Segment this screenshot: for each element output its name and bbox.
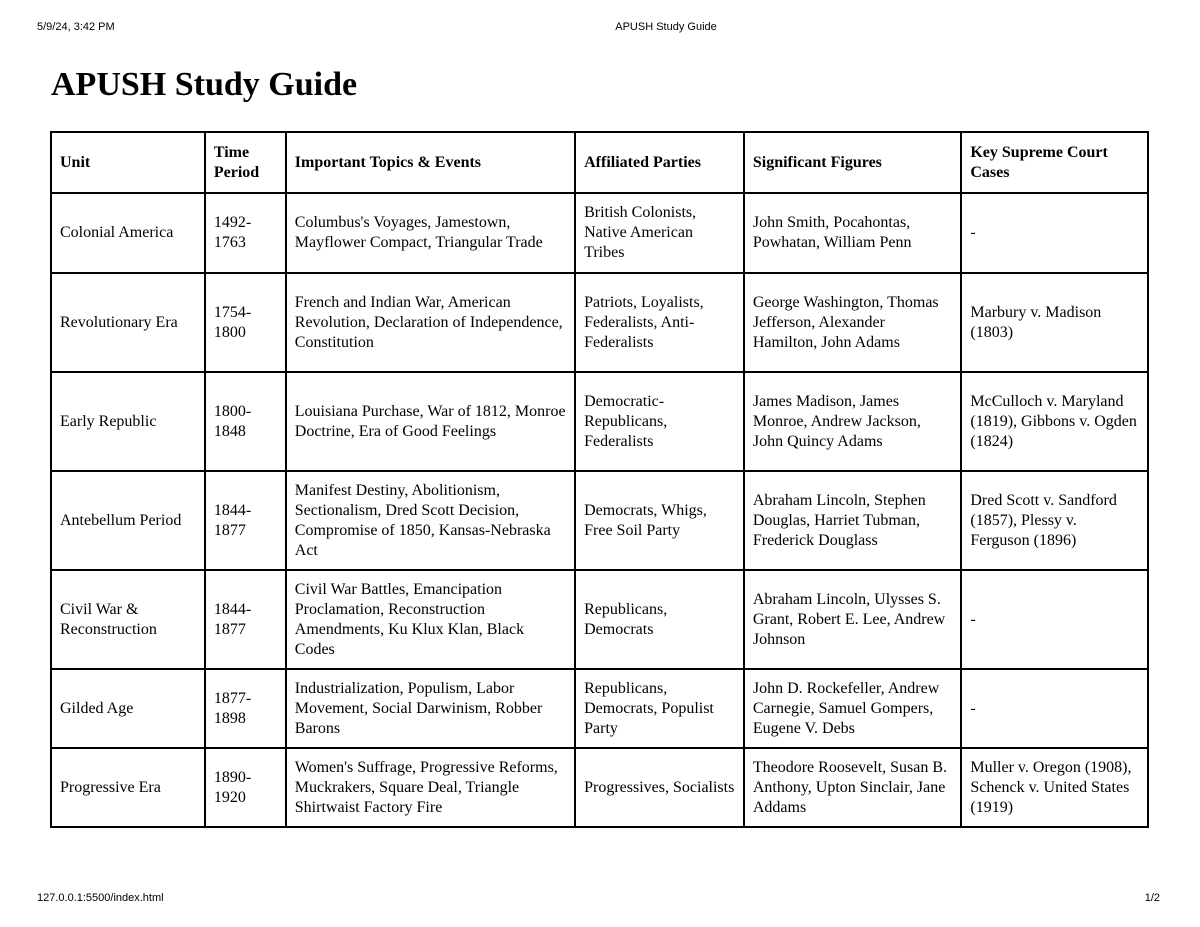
cell-affiliated-parties: Democrats, Whigs, Free Soil Party [575,471,744,570]
cell-topics-events: French and Indian War, American Revolution, Declaration of Independence, Constitution [286,273,575,372]
header-court-cases: Key Supreme Court Cases [961,132,1148,193]
cell-court-cases: McCulloch v. Maryland (1819), Gibbons v. Ogden (1824) [961,372,1148,471]
cell-topics-events: Columbus's Voyages, Jamestown, Mayflower Compact, Triangular Trade [286,193,575,273]
cell-topics-events: Women's Suffrage, Progressive Reforms, Muckrakers, Square Deal, Triangle Shirtwaist Factory Fire [286,748,575,827]
cell-unit: Revolutionary Era [51,273,205,372]
cell-topics-events: Manifest Destiny, Abolitionism, Sectionalism, Dred Scott Decision, Compromise of 1850, Kansas-Nebraska Act [286,471,575,570]
cell-topics-events: Civil War Battles, Emancipation Proclamation, Reconstruction Amendments, Ku Klux Klan, Black Codes [286,570,575,669]
cell-court-cases: - [961,669,1148,748]
table-row [51,273,1148,372]
cell-court-cases: Marbury v. Madison (1803) [961,273,1148,372]
header-affiliated-parties: Affiliated Parties [575,132,744,193]
cell-affiliated-parties: Republicans, Democrats [575,570,744,669]
cell-significant-figures: James Madison, James Monroe, Andrew Jackson, John Quincy Adams [744,372,962,471]
table-header-row [51,132,1148,193]
cell-time-period: 1492-1763 [205,193,286,273]
table-row [51,372,1148,471]
cell-significant-figures: George Washington, Thomas Jefferson, Alexander Hamilton, John Adams [744,273,962,372]
cell-court-cases: Dred Scott v. Sandford (1857), Plessy v. Ferguson (1896) [961,471,1148,570]
cell-unit: Early Republic [51,372,205,471]
cell-affiliated-parties: British Colonists, Native American Tribes [575,193,744,273]
cell-time-period: 1890-1920 [205,748,286,827]
cell-time-period: 1844-1877 [205,570,286,669]
cell-affiliated-parties: Progressives, Socialists [575,748,744,827]
page-title: APUSH Study Guide [51,66,358,103]
header-significant-figures: Significant Figures [744,132,962,193]
print-datetime: 5/9/24, 3:42 PM [37,21,115,33]
cell-unit: Progressive Era [51,748,205,827]
study-guide-table [50,131,1149,828]
table-row [51,570,1148,669]
cell-topics-events: Industrialization, Populism, Labor Movement, Social Darwinism, Robber Barons [286,669,575,748]
cell-significant-figures: Abraham Lincoln, Stephen Douglas, Harriet Tubman, Frederick Douglass [744,471,962,570]
print-doc-title: APUSH Study Guide [615,21,717,33]
cell-time-period: 1877-1898 [205,669,286,748]
cell-unit: Gilded Age [51,669,205,748]
header-unit: Unit [51,132,205,193]
cell-unit: Colonial America [51,193,205,273]
cell-unit: Antebellum Period [51,471,205,570]
cell-time-period: 1754-1800 [205,273,286,372]
table-row [51,669,1148,748]
cell-unit: Civil War & Reconstruction [51,570,205,669]
table-row [51,748,1148,827]
cell-affiliated-parties: Democratic-Republicans, Federalists [575,372,744,471]
cell-affiliated-parties: Republicans, Democrats, Populist Party [575,669,744,748]
cell-affiliated-parties: Patriots, Loyalists, Federalists, Anti-Federalists [575,273,744,372]
table-row [51,471,1148,570]
cell-court-cases: - [961,193,1148,273]
table-row [51,193,1148,273]
cell-time-period: 1800-1848 [205,372,286,471]
cell-significant-figures: John D. Rockefeller, Andrew Carnegie, Samuel Gompers, Eugene V. Debs [744,669,962,748]
header-topics-events: Important Topics & Events [286,132,575,193]
header-time-period: Time Period [205,132,286,193]
print-url: 127.0.0.1:5500/index.html [37,892,164,904]
cell-significant-figures: Abraham Lincoln, Ulysses S. Grant, Robert E. Lee, Andrew Johnson [744,570,962,669]
print-page-number: 1/2 [1144,892,1160,904]
cell-significant-figures: Theodore Roosevelt, Susan B. Anthony, Upton Sinclair, Jane Addams [744,748,962,827]
cell-time-period: 1844-1877 [205,471,286,570]
cell-significant-figures: John Smith, Pocahontas, Powhatan, William Penn [744,193,962,273]
cell-topics-events: Louisiana Purchase, War of 1812, Monroe Doctrine, Era of Good Feelings [286,372,575,471]
cell-court-cases: Muller v. Oregon (1908), Schenck v. United States (1919) [961,748,1148,827]
cell-court-cases: - [961,570,1148,669]
